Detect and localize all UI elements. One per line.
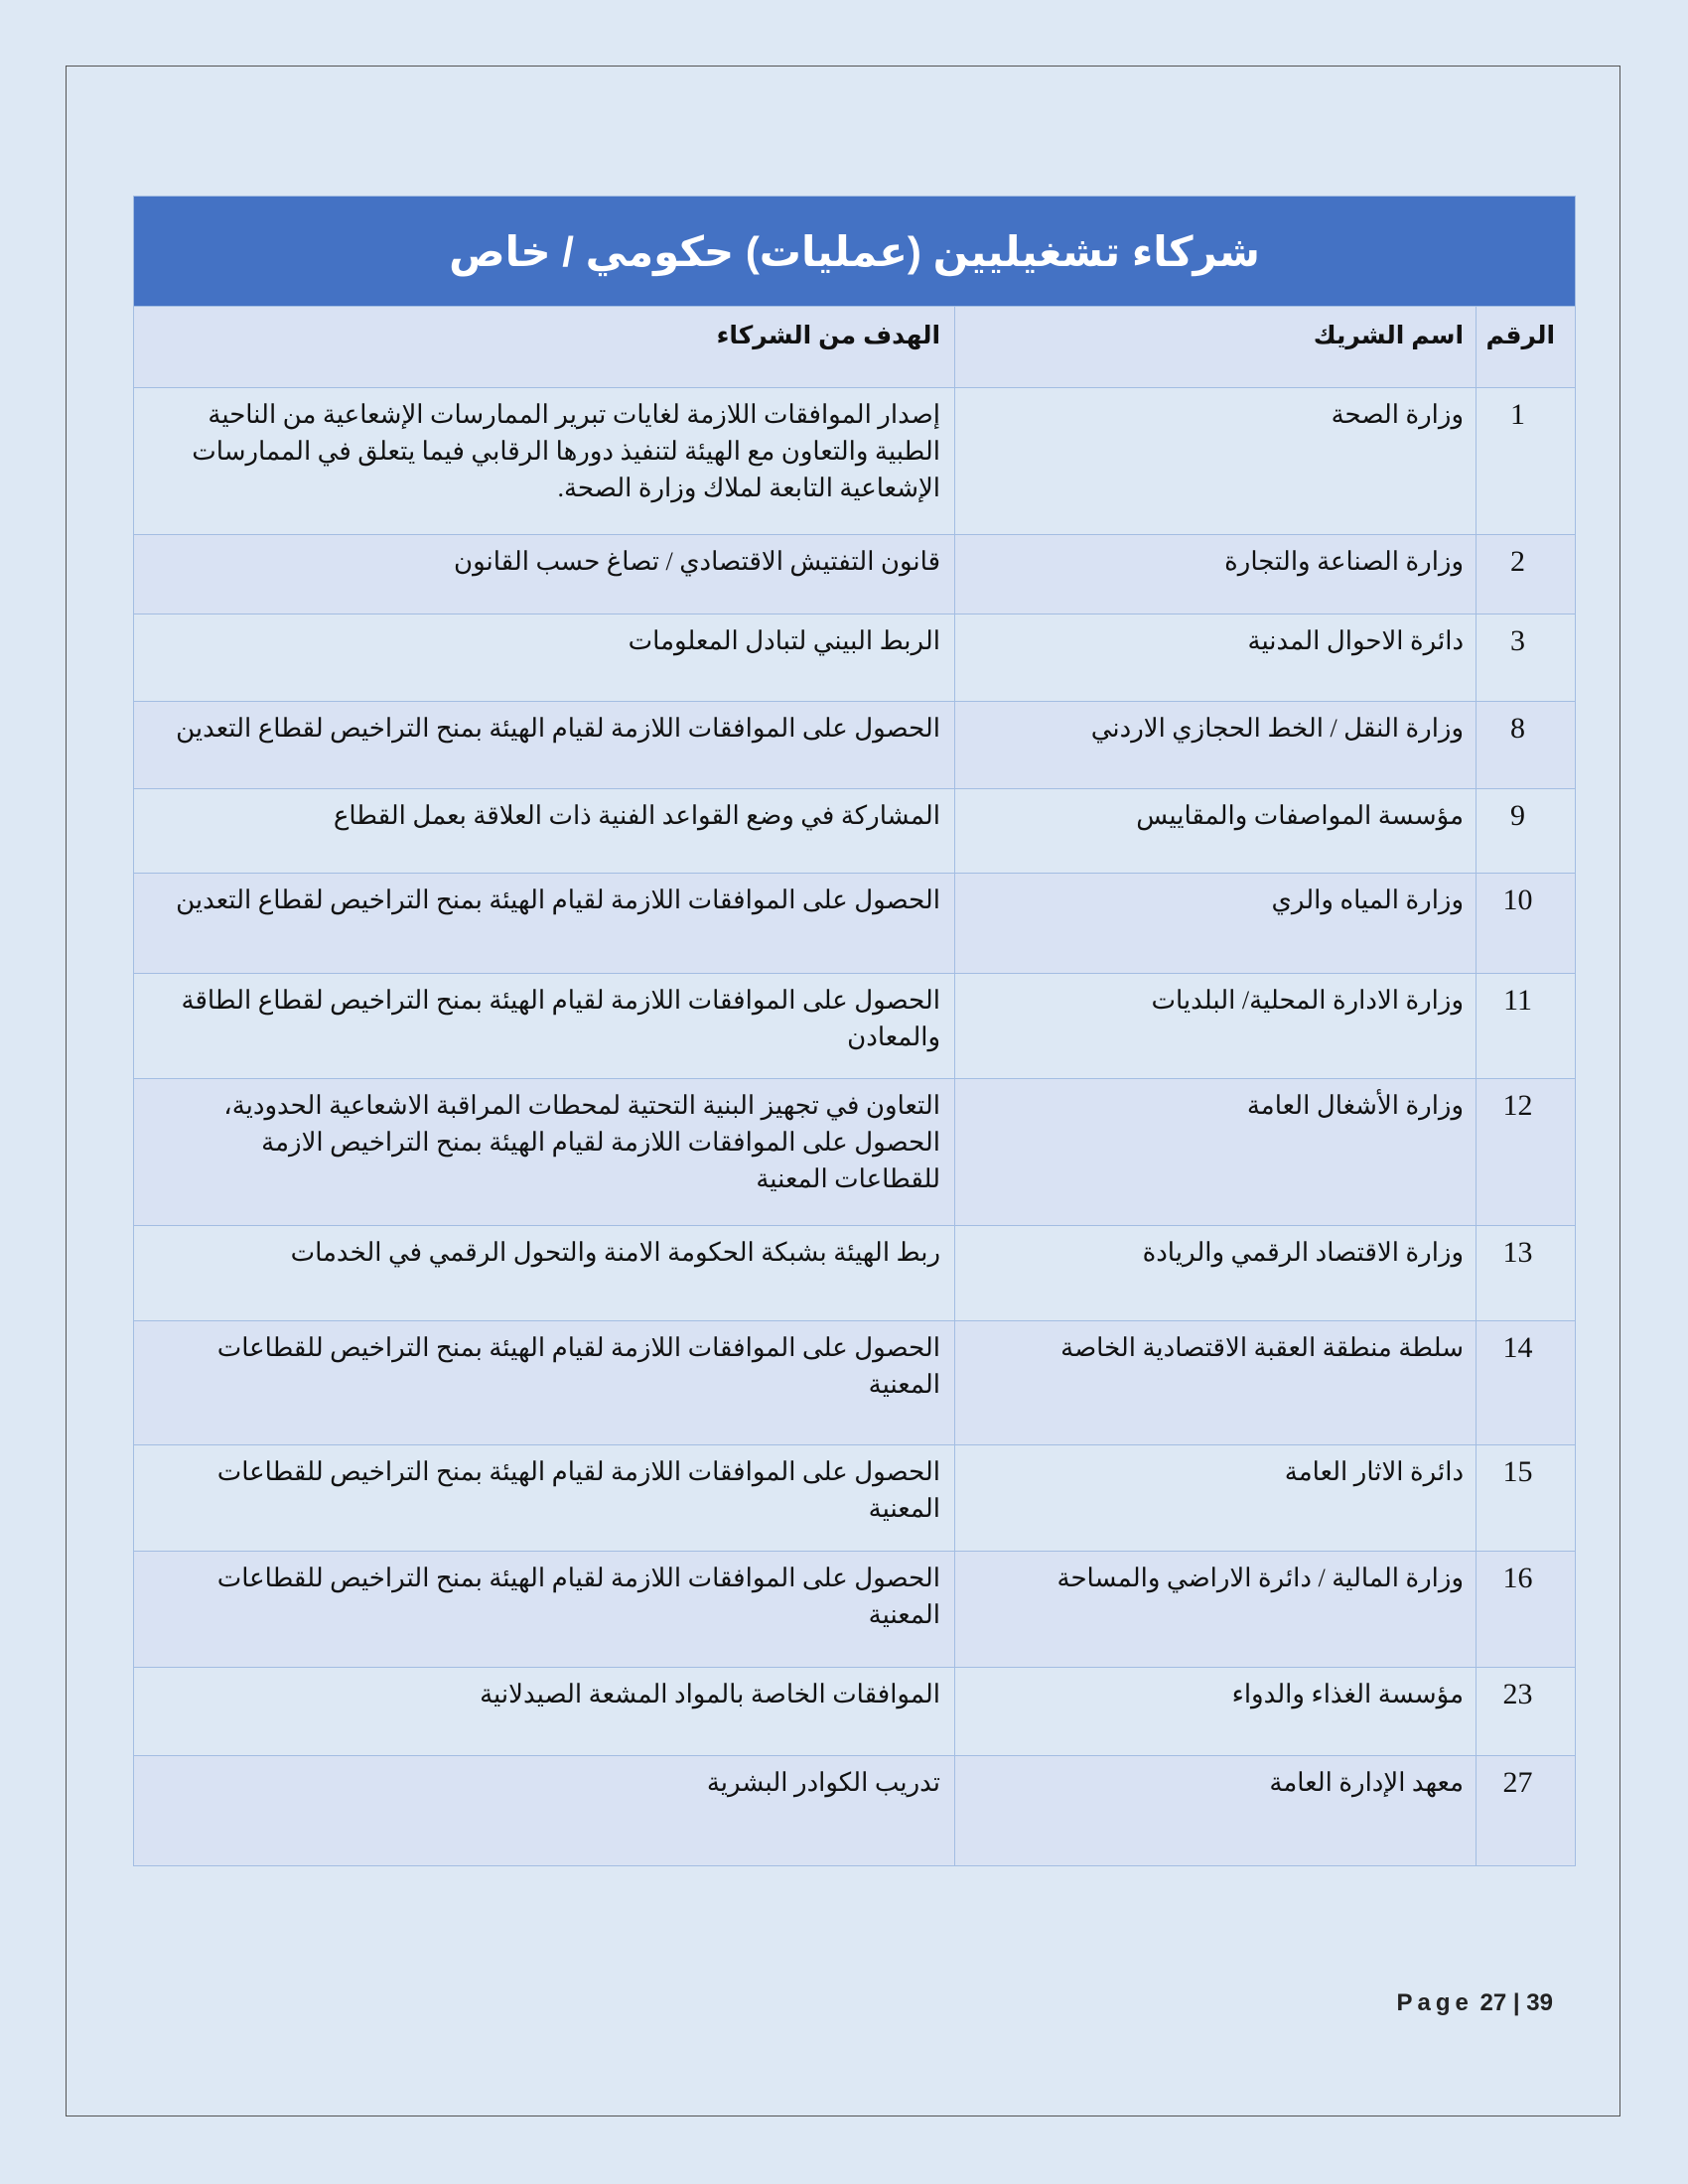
row-number: 11 xyxy=(1477,974,1576,1079)
row-number: 3 xyxy=(1477,614,1576,702)
partners-table xyxy=(133,196,1576,1866)
row-number: 13 xyxy=(1477,1226,1576,1321)
table-row xyxy=(134,974,1576,1079)
table-row xyxy=(134,874,1576,974)
table-row xyxy=(134,1079,1576,1226)
row-goal: المشاركة في وضع القواعد الفنية ذات العلاقة بعمل القطاع xyxy=(134,789,955,874)
table-row xyxy=(134,388,1576,535)
row-number: 27 xyxy=(1477,1756,1576,1866)
row-goal: الحصول على الموافقات اللازمة لقيام الهيئة بمنح التراخيص للقطاعات المعنية xyxy=(134,1445,955,1552)
row-partner-name: مؤسسة المواصفات والمقاييس xyxy=(955,789,1477,874)
table-row xyxy=(134,1552,1576,1668)
row-goal: تدريب الكوادر البشرية xyxy=(134,1756,955,1866)
table-title: شركاء تشغيليين (عمليات) حكومي / خاص xyxy=(134,197,1576,307)
row-goal: الربط البيني لتبادل المعلومات xyxy=(134,614,955,702)
row-goal: ربط الهيئة بشبكة الحكومة الامنة والتحول الرقمي في الخدمات xyxy=(134,1226,955,1321)
page-footer xyxy=(1396,1989,1553,2017)
row-partner-name: وزارة الصناعة والتجارة xyxy=(955,535,1477,614)
row-number: 15 xyxy=(1477,1445,1576,1552)
table-row xyxy=(134,1321,1576,1445)
row-goal: الموافقات الخاصة بالمواد المشعة الصيدلانية xyxy=(134,1668,955,1756)
row-partner-name: مؤسسة الغذاء والدواء xyxy=(955,1668,1477,1756)
row-partner-name: سلطة منطقة العقبة الاقتصادية الخاصة xyxy=(955,1321,1477,1445)
row-partner-name: وزارة الصحة xyxy=(955,388,1477,535)
total-pages: 39 xyxy=(1526,1989,1553,2016)
row-goal: الحصول على الموافقات اللازمة لقيام الهيئة بمنح التراخيص لقطاع الطاقة والمعادن xyxy=(134,974,955,1079)
row-number: 2 xyxy=(1477,535,1576,614)
row-goal: التعاون في تجهيز البنية التحتية لمحطات المراقبة الاشعاعية الحدودية، الحصول على الموافقات اللازمة لقيام الهيئة بمنح التراخيص الازمة للقطاعات المعنية xyxy=(134,1079,955,1226)
table-row xyxy=(134,1226,1576,1321)
header-goal: الهدف من الشركاء xyxy=(134,307,955,388)
row-number: 9 xyxy=(1477,789,1576,874)
page-label: Page xyxy=(1396,1989,1474,2016)
row-number: 10 xyxy=(1477,874,1576,974)
header-number: الرقم xyxy=(1477,307,1576,388)
row-number: 14 xyxy=(1477,1321,1576,1445)
current-page-number: 27 xyxy=(1479,1989,1507,2016)
row-partner-name: معهد الإدارة العامة xyxy=(955,1756,1477,1866)
row-number: 1 xyxy=(1477,388,1576,535)
row-partner-name: وزارة النقل / الخط الحجازي الاردني xyxy=(955,702,1477,789)
row-number: 16 xyxy=(1477,1552,1576,1668)
page-separator: | xyxy=(1512,1989,1520,2016)
row-partner-name: وزارة الأشغال العامة xyxy=(955,1079,1477,1226)
header-partner-name: اسم الشريك xyxy=(955,307,1477,388)
row-goal: قانون التفتيش الاقتصادي / تصاغ حسب القانون xyxy=(134,535,955,614)
row-partner-name: وزارة الاقتصاد الرقمي والريادة xyxy=(955,1226,1477,1321)
row-partner-name: دائرة الاحوال المدنية xyxy=(955,614,1477,702)
row-goal: الحصول على الموافقات اللازمة لقيام الهيئة بمنح التراخيص للقطاعات المعنية xyxy=(134,1552,955,1668)
table-header-row xyxy=(134,307,1576,388)
row-goal: الحصول على الموافقات اللازمة لقيام الهيئة بمنح التراخيص لقطاع التعدين xyxy=(134,874,955,974)
row-number: 23 xyxy=(1477,1668,1576,1756)
row-goal: إصدار الموافقات اللازمة لغايات تبرير الممارسات الإشعاعية من الناحية الطبية والتعاون مع الهيئة لتنفيذ دورها الرقابي فيما يتعلق في الممارسات الإشعاعية التابعة لملاك وزارة الصحة. xyxy=(134,388,955,535)
row-partner-name: وزارة المياه والري xyxy=(955,874,1477,974)
row-partner-name: دائرة الاثار العامة xyxy=(955,1445,1477,1552)
table-row xyxy=(134,535,1576,614)
table-row xyxy=(134,1668,1576,1756)
row-partner-name: وزارة المالية / دائرة الاراضي والمساحة xyxy=(955,1552,1477,1668)
row-goal: الحصول على الموافقات اللازمة لقيام الهيئة بمنح التراخيص للقطاعات المعنية xyxy=(134,1321,955,1445)
row-goal: الحصول على الموافقات اللازمة لقيام الهيئة بمنح التراخيص لقطاع التعدين xyxy=(134,702,955,789)
row-number: 12 xyxy=(1477,1079,1576,1226)
table-row xyxy=(134,1756,1576,1866)
table-row xyxy=(134,614,1576,702)
table-row xyxy=(134,1445,1576,1552)
table-row xyxy=(134,789,1576,874)
table-row xyxy=(134,702,1576,789)
row-number: 8 xyxy=(1477,702,1576,789)
row-partner-name: وزارة الادارة المحلية/ البلديات xyxy=(955,974,1477,1079)
